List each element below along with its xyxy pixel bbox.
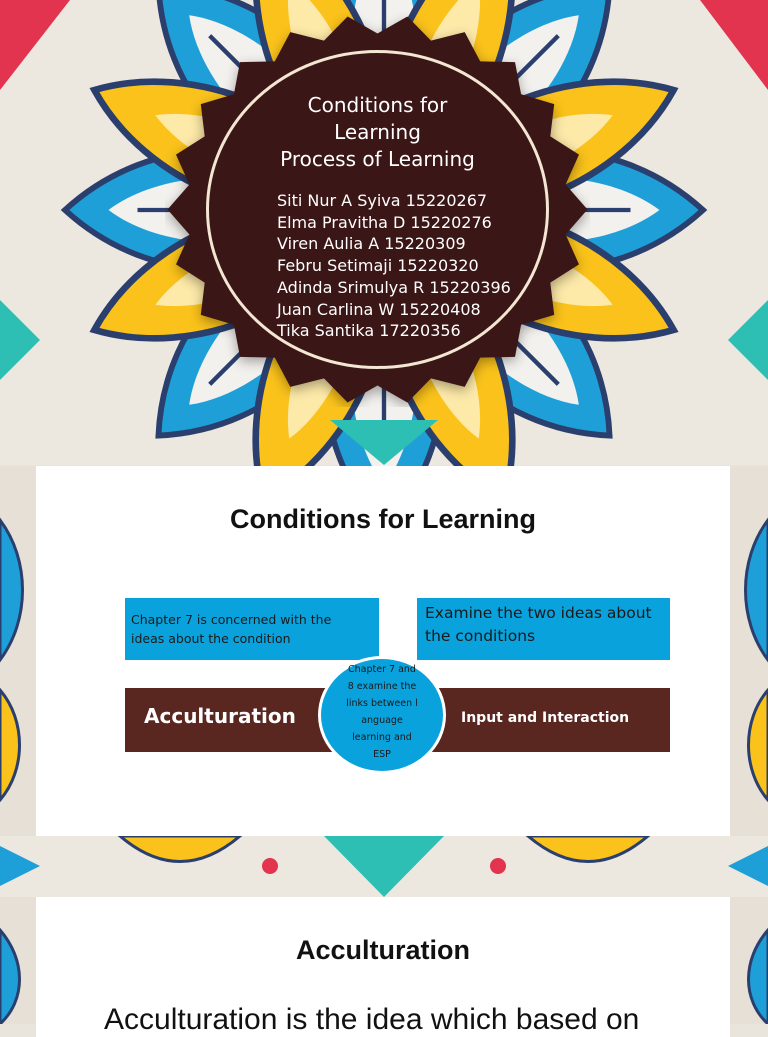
title-line-2: Learning [334, 120, 421, 144]
circle-line: ESP [373, 749, 391, 760]
title-line-3: Process of Learning [280, 147, 475, 171]
author-item: Siti Nur A Syiva 15220267 [277, 191, 488, 210]
slide-acculturation[interactable] [36, 897, 730, 1037]
box-input-interaction: Input and Interaction [431, 688, 670, 752]
circle-line: Chapter 7 and [348, 664, 416, 675]
circle-line: learning and [352, 732, 412, 743]
author-item: Elma Pravitha D 15220276 [277, 212, 492, 232]
slide-conditions-for-learning[interactable] [36, 466, 730, 836]
box-line: the conditions [425, 627, 536, 645]
author-item: Viren Aulia A 15220309 [277, 234, 466, 254]
author-item: Juan Carlina W 15220408 [277, 299, 481, 319]
author-item: Tika Santika 17220356 [277, 321, 461, 341]
author-list [277, 190, 511, 342]
box-line: Chapter 7 is concerned with the [131, 612, 332, 627]
circle-line: 8 examine the [347, 681, 417, 692]
box-line: Examine the two ideas about [425, 604, 652, 622]
box-acculturation: Acculturation [125, 688, 345, 752]
slide-body-text: Acculturation is the idea which based on [104, 1003, 640, 1036]
circle-line: links between l [346, 698, 418, 709]
author-item: Adinda Srimulya R 15220396 [277, 277, 511, 297]
slide-title: Conditions for Learning [230, 504, 536, 534]
title-seal [165, 12, 590, 407]
slide-title: Acculturation [295, 935, 470, 965]
circle-line: anguage [361, 715, 403, 726]
box-examine-ideas [417, 598, 670, 660]
author-item: Febru Setimaji 15220320 [277, 256, 479, 276]
center-circle [318, 656, 446, 774]
box-chapter-7-concern [125, 598, 379, 660]
title-line-1: Conditions for [307, 93, 448, 117]
box-line: ideas about the condition [131, 631, 291, 646]
presentation-title [165, 92, 590, 173]
